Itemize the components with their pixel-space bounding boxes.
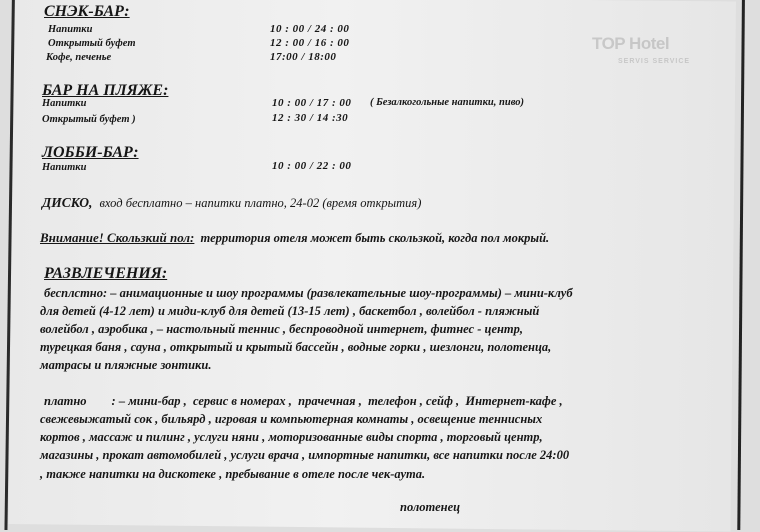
- lobby-bar-row-label: Напитки: [42, 162, 87, 173]
- snack-bar-row-label: Напитки: [48, 24, 93, 35]
- beach-bar-row-time: 12 : 30 / 14 :30: [272, 112, 349, 124]
- beach-bar-row-label: Открытый буфет ): [42, 114, 136, 125]
- beach-bar-row-label: Напитки: [42, 98, 87, 109]
- disco-line: [42, 195, 421, 211]
- paid-services-line: кортов , массаж и пилинг , услуги няни , моторизованные виды спорта , торговый центр,: [40, 430, 543, 444]
- free-services-line: волейбол , аэробика , – настольный теннис , беспроводной интернет, фитнес - центр,: [40, 322, 524, 336]
- disco-text: вход бесплатно – напитки платно, 24-02 (время открытия): [99, 196, 422, 210]
- lobby-bar-title: ЛОББИ-БАР:: [42, 144, 139, 161]
- entertainment-title: РАЗВЛЕЧЕНИЯ:: [44, 265, 168, 282]
- warning-label: Внимание! Скользкий пол:: [40, 230, 195, 245]
- free-services-line: турецкая баня , сауна , открытый и крытый бассейн , водные горки , шезлонги, полотенца,: [40, 340, 552, 354]
- paid-services-line: свежевыжатый сок , бильярд , игровая и компьютерная комнаты , освещение теннисных: [40, 412, 543, 426]
- lobby-bar-row-time: 10 : 00 / 22 : 00: [272, 160, 352, 172]
- cutoff-line: полотенец: [400, 500, 461, 514]
- beach-bar-row-time: 10 : 00 / 17 : 00: [272, 97, 352, 109]
- logo-line-1: TOP Hotel: [592, 34, 670, 53]
- free-services-line: для детей (4-12 лет) и миди-клуб для детей (13-15 лет) , баскетбол , волейбол - пляжный: [40, 304, 540, 318]
- beach-bar-row-note: ( Безалкогольные напитки, пиво): [370, 97, 524, 108]
- beach-bar-title: БАР НА ПЛЯЖЕ:: [42, 82, 169, 99]
- warning-text: территория отеля может быть скользкой, когда пол мокрый.: [200, 231, 550, 245]
- warning-line: [40, 230, 549, 246]
- paid-services-line: , также напитки на дискотеке , пребывание в отеле после чек-аута.: [40, 467, 426, 481]
- snack-bar-title: СНЭК-БАР:: [44, 3, 130, 20]
- snack-bar-row-label: Кофе, печенье: [46, 52, 112, 63]
- snack-bar-row-label: Открытый буфет: [48, 38, 136, 49]
- free-services-line: матрасы и пляжные зонтики.: [40, 358, 212, 372]
- paper-right-edge: [737, 0, 745, 530]
- hotel-logo-watermark: [588, 28, 710, 72]
- disco-label: ДИСКО,: [42, 195, 93, 210]
- paid-services-line: платно : – мини-бар , сервис в номерах , прачечная , телефон , сейф , Интернет-кафе ,: [44, 394, 563, 408]
- free-services-line: бесплстно: – анимационные и шоу программы (развлекательные шоу-программы) – мини-клуб: [44, 286, 573, 300]
- logo-line-2: SERVIS SERVICE: [618, 58, 691, 65]
- paid-services-line: магазины , прокат автомобилей , услуги врача , импортные напитки, все напитки после 24:00: [40, 448, 570, 462]
- snack-bar-row-time: 17:00 / 18:00: [270, 51, 337, 63]
- snack-bar-row-time: 12 : 00 / 16 : 00: [270, 37, 350, 49]
- snack-bar-row-time: 10 : 00 / 24 : 00: [270, 23, 350, 35]
